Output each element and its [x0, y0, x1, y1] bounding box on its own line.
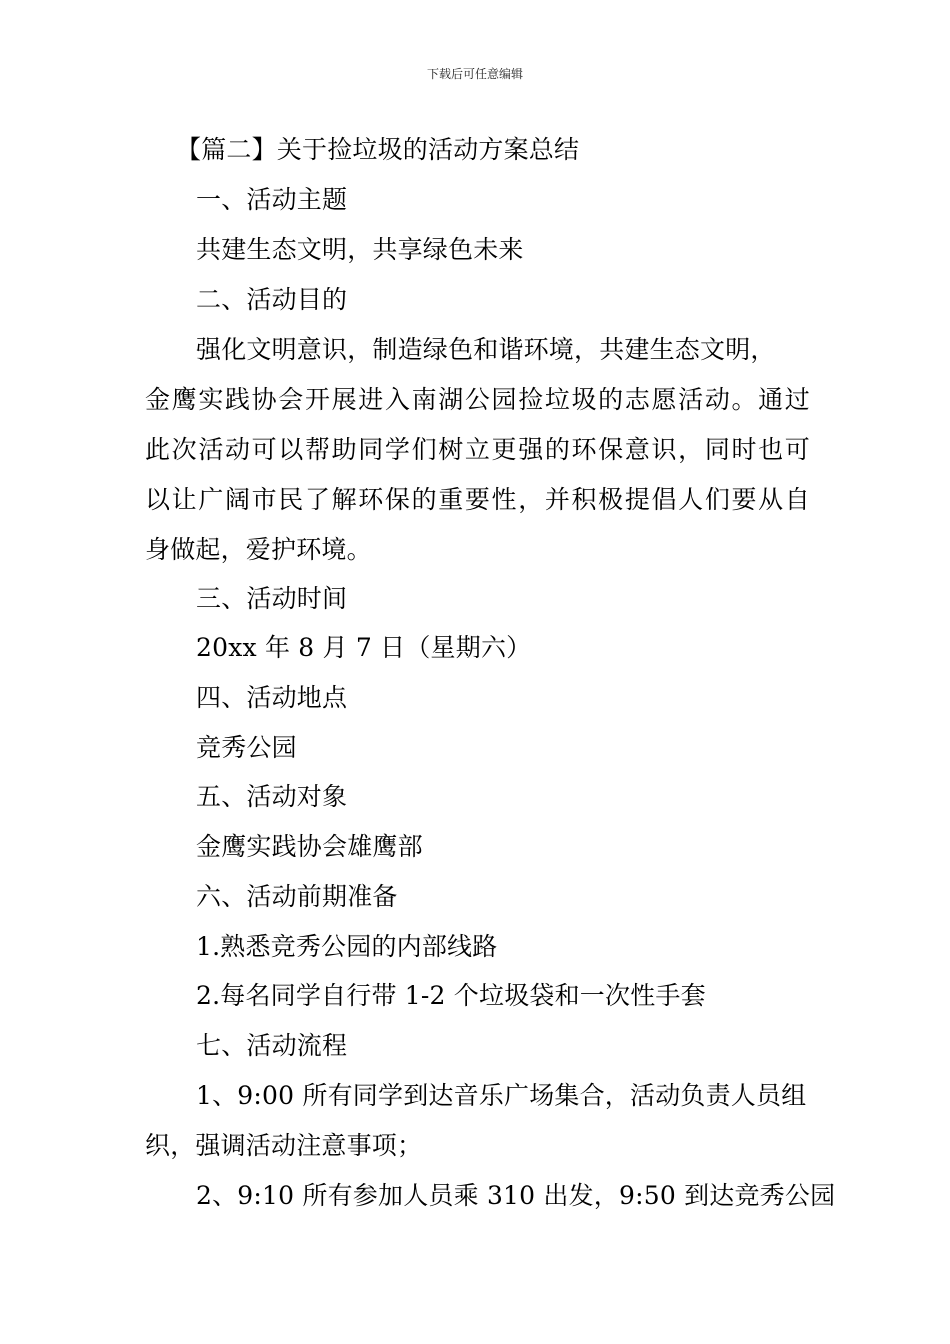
section-heading-purpose: 二、活动目的 — [196, 285, 348, 314]
purpose-paragraph-line-1: 强化文明意识，制造绿色和谐环境，共建生态文明， — [196, 335, 776, 364]
purpose-paragraph-line-5: 身做起，爱护环境。 — [145, 535, 372, 564]
page-header: 下载后可任意编辑 — [426, 67, 523, 81]
section-heading-audience: 五、活动对象 — [196, 782, 348, 811]
section-body-theme: 共建生态文明，共享绿色未来 — [196, 235, 524, 264]
purpose-paragraph-line-4: 以让广阔市民了解环保的重要性，并积极提倡人们要从自 — [145, 485, 810, 514]
section-heading-location: 四、活动地点 — [196, 683, 348, 712]
list-item: 1.熟悉竞秀公园的内部线路 — [196, 932, 498, 961]
process-line-3: 2、9:10 所有参加人员乘 310 出发，9:50 到达竞秀公园 — [196, 1181, 836, 1210]
process-line-2: 织，强调活动注意事项； — [145, 1131, 423, 1160]
section-heading-preparation: 六、活动前期准备 — [196, 882, 398, 911]
list-item: 2.每名同学自行带 1-2 个垃圾袋和一次性手套 — [196, 981, 706, 1010]
document-title: 【篇二】关于捡垃圾的活动方案总结 — [176, 135, 580, 164]
section-heading-theme: 一、活动主题 — [196, 185, 348, 214]
purpose-paragraph-line-2: 金鹰实践协会开展进入南湖公园捡垃圾的志愿活动。通过 — [145, 385, 810, 414]
section-body-time: 20xx 年 8 月 7 日（星期六） — [196, 633, 532, 662]
section-body-location: 竞秀公园 — [196, 733, 297, 762]
section-body-audience: 金鹰实践协会雄鹰部 — [196, 832, 423, 861]
section-heading-time: 三、活动时间 — [196, 584, 348, 613]
process-line-1: 1、9:00 所有同学到达音乐广场集合，活动负责人员组 — [196, 1081, 807, 1110]
section-heading-process: 七、活动流程 — [196, 1031, 348, 1060]
purpose-paragraph-line-3: 此次活动可以帮助同学们树立更强的环保意识，同时也可 — [145, 435, 810, 464]
